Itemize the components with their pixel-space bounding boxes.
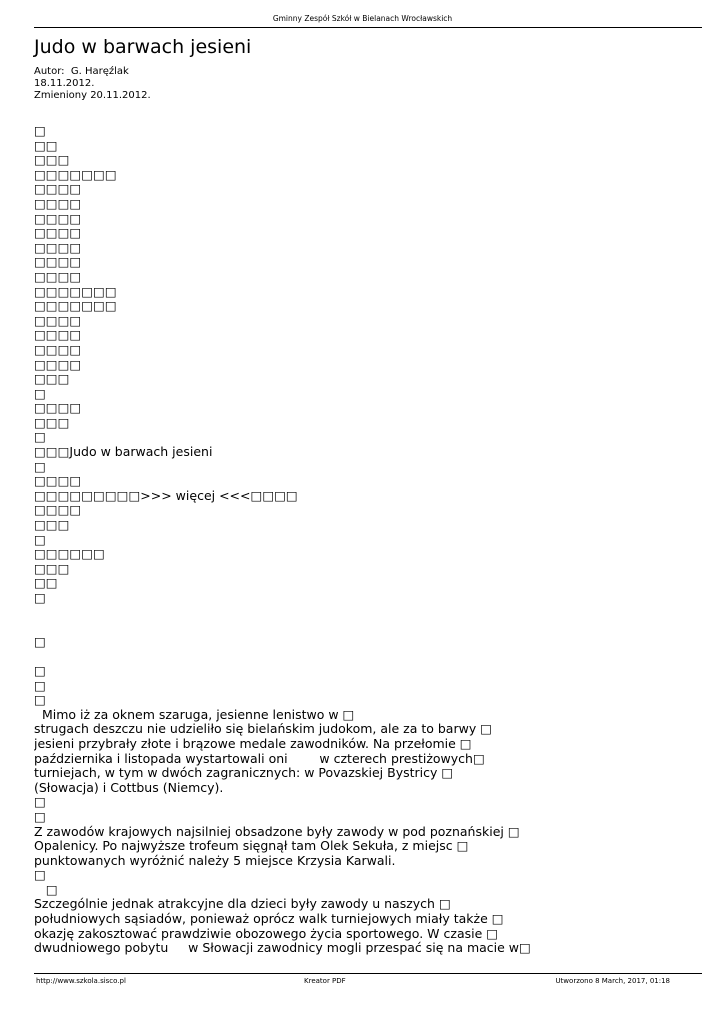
content-line: □□ bbox=[34, 576, 58, 591]
content-line: □□□□ bbox=[34, 357, 82, 372]
content-line: października i listopada wystartowali oni w czterech prestiżowych□ bbox=[34, 751, 485, 766]
content-line: Opalenicy. Po najwyższe trofeum sięgnął tam Olek Sekuła, z miejsc □ bbox=[34, 839, 469, 854]
content-line bbox=[34, 620, 702, 635]
content-line: □ bbox=[34, 634, 46, 649]
content-line: □ bbox=[34, 430, 46, 445]
content-line: □□ bbox=[34, 138, 58, 153]
content-line: □ bbox=[34, 795, 46, 810]
content-line: jesieni przybrały złote i brązowe medale zawodników. Na przełomie □ bbox=[34, 736, 472, 751]
content-line bbox=[34, 649, 702, 664]
content-line: □ bbox=[34, 591, 46, 605]
content-line: Mimo iż za oknem szaruga, jesienne lenistwo w □ bbox=[34, 707, 355, 722]
content-line: □ bbox=[34, 663, 46, 678]
content-line: Szczególnie jednak atrakcyjne dla dzieci były zawody u naszych □ bbox=[34, 897, 451, 912]
content-line: □ bbox=[34, 693, 46, 708]
content-line: Z zawodów krajowych najsilniej obsadzone były zawody w pod poznańskiej □ bbox=[34, 824, 520, 839]
content-line bbox=[34, 606, 702, 621]
header-rule bbox=[34, 27, 702, 28]
content-line: □□□□ bbox=[34, 503, 82, 518]
content-line: turniejach, w tym w dwóch zagranicznych: w Povazskiej Bystricy □ bbox=[34, 766, 454, 781]
content-line: □□□□ bbox=[34, 255, 82, 270]
content-line: □ bbox=[34, 868, 46, 883]
content-line: dwudniowego pobytu w Słowacji zawodnicy mogli przespać się na macie w□ bbox=[34, 941, 531, 956]
article-title: Judo w barwach jesieni bbox=[34, 36, 252, 58]
content-line: □□□ bbox=[34, 372, 70, 387]
content-line: □ bbox=[34, 882, 58, 897]
content-line: □□□ bbox=[34, 561, 70, 576]
footer-url: http://www.szkola.sisco.pl bbox=[36, 977, 126, 985]
footer-generator: Kreator PDF bbox=[304, 977, 346, 985]
content-line: □□□□ bbox=[34, 328, 82, 343]
content-line: □□□□ bbox=[34, 342, 82, 357]
content-line: południowych sąsiadów, ponieważ oprócz walk turniejowych miały także □ bbox=[34, 912, 504, 927]
content-line: □□□□□□□ bbox=[34, 167, 117, 182]
content-line: punktowanych wyróżnić należy 5 miejsce Krzysia Karwali. bbox=[34, 853, 396, 868]
article-author: Autor: G. Haręźlak bbox=[34, 66, 129, 77]
page-header: Gminny Zespół Szkół w Bielanach Wrocławskich bbox=[272, 14, 453, 23]
content-line: □ bbox=[34, 809, 46, 824]
content-line: □ bbox=[34, 532, 46, 547]
content-line: strugach deszczu nie udzieliło się bielańskim judokom, ale za to barwy □ bbox=[34, 722, 492, 737]
content-line: □□□□□□ bbox=[34, 547, 105, 562]
content-line: □□□□□□□□□>>> więcej <<<□□□□ bbox=[34, 488, 298, 503]
content-line: okazję zakosztować prawdziwie obozowego życia sportowego. W czasie □ bbox=[34, 926, 499, 941]
content-line: □□□□ bbox=[34, 196, 82, 211]
content-line: □□□ bbox=[34, 415, 70, 430]
content-line: □□□ bbox=[34, 518, 70, 533]
article-date-created: 18.11.2012. bbox=[34, 78, 95, 89]
content-line: □□□□ bbox=[34, 211, 82, 226]
content-line: □□□Judo w barwach jesieni bbox=[34, 445, 213, 460]
article-body bbox=[34, 124, 702, 956]
content-line: □□□□□□□ bbox=[34, 284, 117, 299]
content-line: □□□□ bbox=[34, 240, 82, 255]
content-line: □ bbox=[34, 459, 46, 474]
content-line: □ bbox=[34, 386, 46, 401]
footer-created: Utworzono 8 March, 2017, 01:18 bbox=[555, 977, 670, 985]
content-line: □ bbox=[34, 678, 46, 693]
content-line: □□□□□□□ bbox=[34, 299, 117, 314]
content-line: □□□□ bbox=[34, 313, 82, 328]
footer-rule bbox=[34, 973, 702, 974]
content-line: □□□□ bbox=[34, 401, 82, 416]
content-line: □□□□ bbox=[34, 226, 82, 241]
article-meta bbox=[34, 66, 151, 102]
content-line: □□□ bbox=[34, 153, 70, 168]
content-line: □ bbox=[34, 124, 46, 138]
content-line: □□□□ bbox=[34, 474, 82, 489]
article-date-modified: Zmieniony 20.11.2012. bbox=[34, 90, 151, 101]
content-line: □□□□ bbox=[34, 269, 82, 284]
content-line: □□□□ bbox=[34, 182, 82, 197]
content-line: (Słowacja) i Cottbus (Niemcy). bbox=[34, 780, 224, 795]
